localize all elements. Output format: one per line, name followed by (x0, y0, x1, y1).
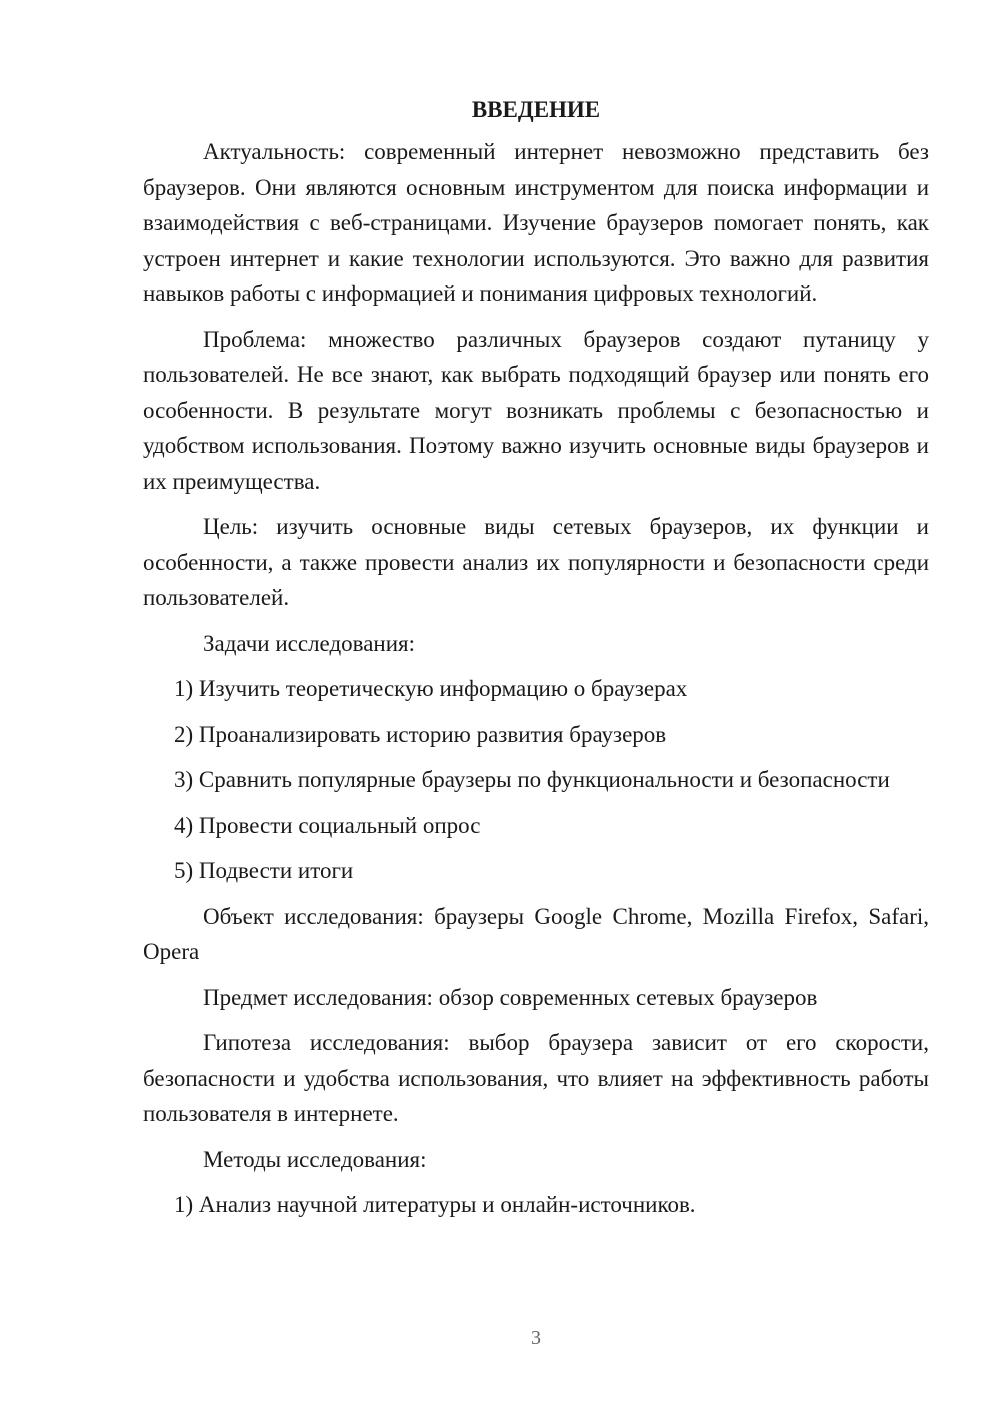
task-item-4: 4) Провести социальный опрос (174, 812, 481, 838)
methods-title: Методы исследования: (203, 1146, 427, 1172)
task-item-3: 3) Сравнить популярные браузеры по функциональности и безопасности (174, 767, 890, 792)
paragraph-relevance: Актуальность: современный интернет невозможно представить без браузеров. Они являются основным инструментом для поиска информации и взаимодействия с веб-страницами. Изучение браузеров помогает понять, как устроен интернет и какие технологии используются. Это важно для развития навыков работы с информацией и понимания цифровых технологий. (143, 139, 929, 306)
paragraph-hypothesis: Гипотеза исследования: выбор браузера зависит от его скорости, безопасности и удобства использования, что влияет на эффективность работы пользователя в интернете. (143, 1030, 929, 1126)
paragraph-problem: Проблема: множество различных браузеров создают путаницу у пользователей. Не все знают, как выбрать подходящий браузер или понять его особенности. В результате могут возникать проблемы с безопасностью и удобством использования. Поэтому важно изучить основные виды браузеров и их преимущества. (143, 326, 929, 494)
task-item-1: 1) Изучить теоретическую информацию о браузерах (174, 676, 688, 701)
tasks-title: Задачи исследования: (203, 630, 416, 656)
method-item-1: 1) Анализ научной литературы и онлайн-источников. (174, 1192, 696, 1217)
section-heading: ВВЕДЕНИЕ (471, 97, 601, 122)
paragraph-goal: Цель: изучить основные виды сетевых браузеров, их функции и особенности, а также провести анализ их популярности и безопасности среди пользователей. (143, 514, 929, 610)
paragraph-object: Объект исследования: браузеры Google Chrome, Mozilla Firefox, Safari, Opera (143, 903, 929, 964)
page-number: 3 (531, 1327, 541, 1349)
document-page (143, 92, 929, 1233)
paragraph-subject: Предмет исследования: обзор современных сетевых браузеров (203, 984, 818, 1010)
task-item-5: 5) Подвести итоги (174, 858, 354, 883)
task-item-2: 2) Проанализировать историю развития браузеров (174, 721, 667, 747)
